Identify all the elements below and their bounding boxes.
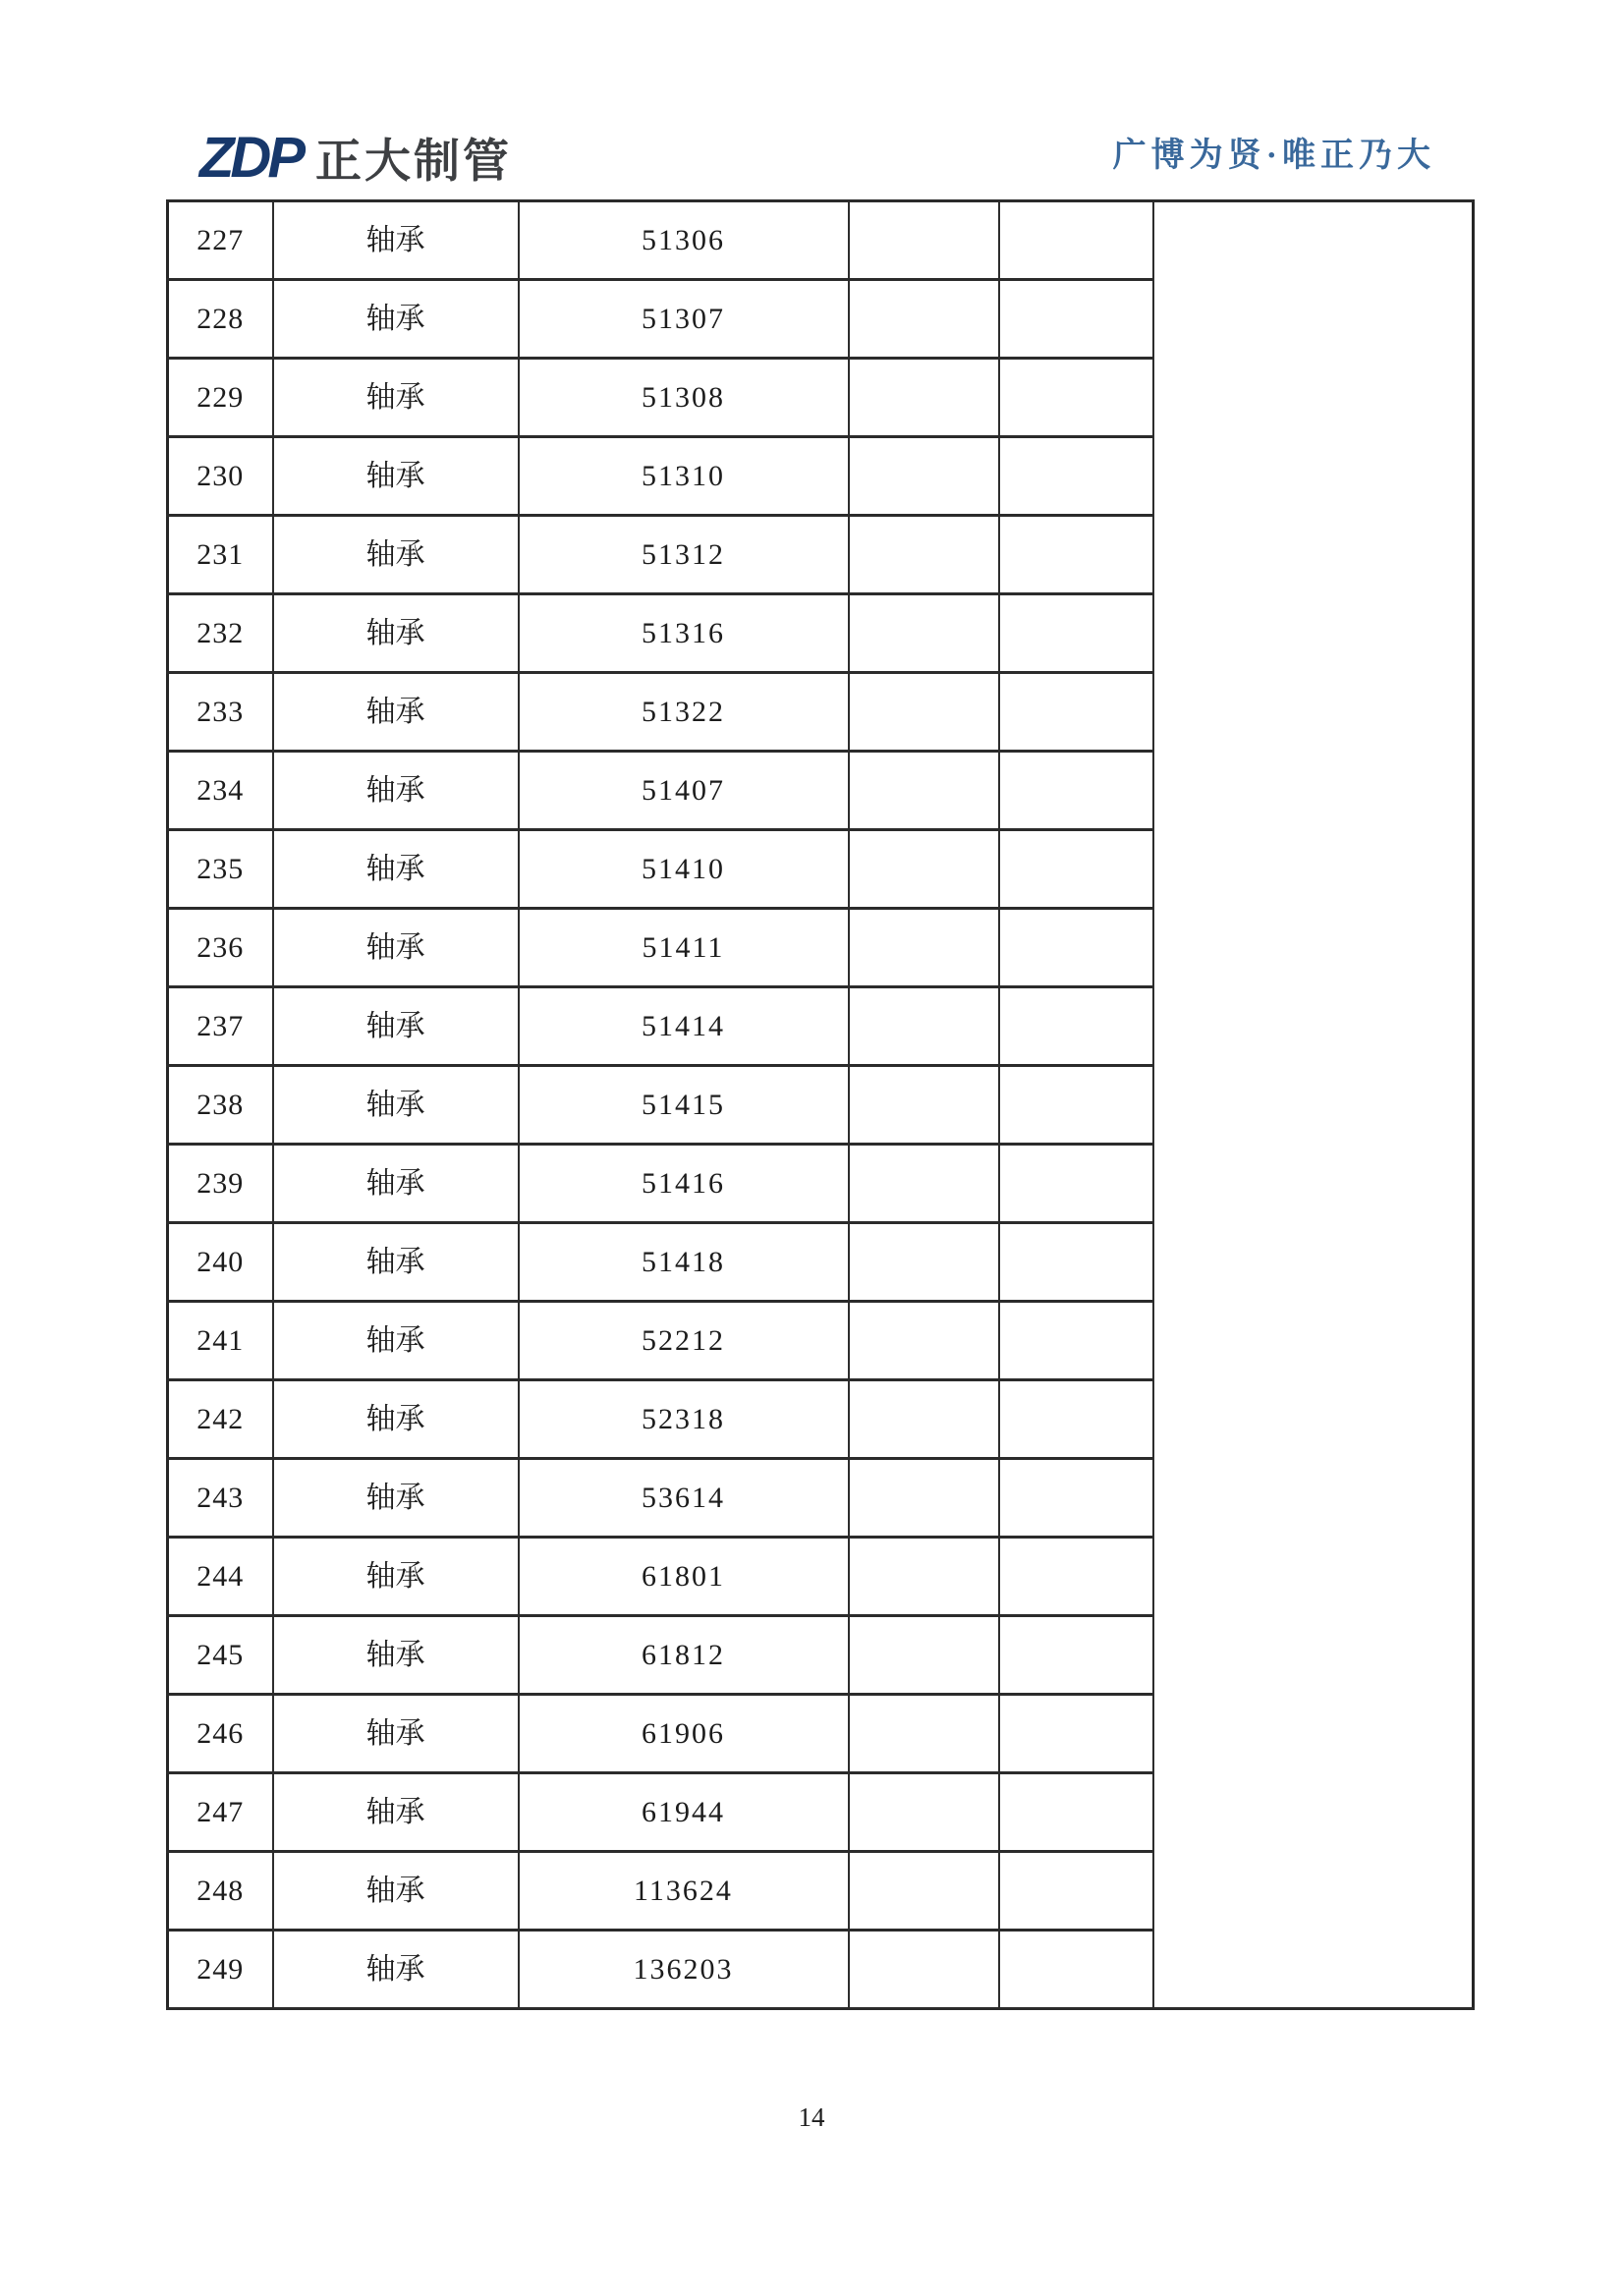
blank-cell-1 xyxy=(849,594,999,673)
part-model-cell: 51306 xyxy=(519,201,849,280)
blank-cell-1 xyxy=(849,280,999,359)
part-name-cell: 轴承 xyxy=(273,1931,519,2009)
blank-cell-2 xyxy=(999,1538,1153,1616)
row-number-cell: 245 xyxy=(168,1616,273,1695)
blank-cell-1 xyxy=(849,987,999,1066)
part-name-cell: 轴承 xyxy=(273,1852,519,1931)
blank-cell-2 xyxy=(999,1931,1153,2009)
blank-cell-1 xyxy=(849,1066,999,1145)
blank-cell-2 xyxy=(999,1852,1153,1931)
row-number-cell: 238 xyxy=(168,1066,273,1145)
blank-cell-2 xyxy=(999,359,1153,437)
part-name-cell: 轴承 xyxy=(273,280,519,359)
part-model-cell: 52212 xyxy=(519,1302,849,1380)
row-number-cell: 248 xyxy=(168,1852,273,1931)
parts-table xyxy=(166,199,1475,2010)
part-model-cell: 51307 xyxy=(519,280,849,359)
blank-cell-1 xyxy=(849,1695,999,1773)
part-name-cell: 轴承 xyxy=(273,1380,519,1459)
part-model-cell: 53614 xyxy=(519,1459,849,1538)
table-row xyxy=(168,201,1474,280)
blank-cell-1 xyxy=(849,673,999,752)
blank-cell-2 xyxy=(999,516,1153,594)
blank-cell-2 xyxy=(999,987,1153,1066)
blank-cell-1 xyxy=(849,1223,999,1302)
blank-cell-1 xyxy=(849,830,999,909)
row-number-cell: 229 xyxy=(168,359,273,437)
blank-cell-2 xyxy=(999,1773,1153,1852)
part-name-cell: 轴承 xyxy=(273,1538,519,1616)
part-model-cell: 136203 xyxy=(519,1931,849,2009)
blank-cell-2 xyxy=(999,1145,1153,1223)
part-name-cell: 轴承 xyxy=(273,1459,519,1538)
part-model-cell: 113624 xyxy=(519,1852,849,1931)
part-name-cell: 轴承 xyxy=(273,1616,519,1695)
blank-cell-2 xyxy=(999,280,1153,359)
part-name-cell: 轴承 xyxy=(273,1302,519,1380)
row-number-cell: 231 xyxy=(168,516,273,594)
part-name-cell: 轴承 xyxy=(273,1223,519,1302)
logo-zdp-mark: ZDP xyxy=(199,126,302,190)
row-number-cell: 227 xyxy=(168,201,273,280)
blank-cell-2 xyxy=(999,673,1153,752)
blank-cell-1 xyxy=(849,1538,999,1616)
part-name-cell: 轴承 xyxy=(273,987,519,1066)
blank-cell-2 xyxy=(999,201,1153,280)
part-name-cell: 轴承 xyxy=(273,201,519,280)
blank-cell-1 xyxy=(849,516,999,594)
part-name-cell: 轴承 xyxy=(273,1066,519,1145)
part-name-cell: 轴承 xyxy=(273,1145,519,1223)
row-number-cell: 230 xyxy=(168,437,273,516)
part-model-cell: 51416 xyxy=(519,1145,849,1223)
part-model-cell: 51407 xyxy=(519,752,849,830)
part-model-cell: 52318 xyxy=(519,1380,849,1459)
part-model-cell: 51310 xyxy=(519,437,849,516)
part-name-cell: 轴承 xyxy=(273,359,519,437)
company-logo xyxy=(199,126,512,190)
part-name-cell: 轴承 xyxy=(273,437,519,516)
row-number-cell: 249 xyxy=(168,1931,273,2009)
blank-cell-1 xyxy=(849,1302,999,1380)
blank-cell-2 xyxy=(999,1380,1153,1459)
row-number-cell: 235 xyxy=(168,830,273,909)
row-number-cell: 243 xyxy=(168,1459,273,1538)
row-number-cell: 247 xyxy=(168,1773,273,1852)
blank-cell-2 xyxy=(999,1459,1153,1538)
row-number-cell: 228 xyxy=(168,280,273,359)
row-number-cell: 239 xyxy=(168,1145,273,1223)
part-model-cell: 51316 xyxy=(519,594,849,673)
blank-cell-2 xyxy=(999,1616,1153,1695)
blank-cell-1 xyxy=(849,1931,999,2009)
blank-cell-1 xyxy=(849,437,999,516)
part-name-cell: 轴承 xyxy=(273,752,519,830)
row-number-cell: 233 xyxy=(168,673,273,752)
part-name-cell: 轴承 xyxy=(273,1773,519,1852)
blank-cell-2 xyxy=(999,1066,1153,1145)
company-slogan: 广博为贤·唯正乃大 xyxy=(1112,138,1435,174)
blank-cell-1 xyxy=(849,909,999,987)
page-number: 14 xyxy=(798,2102,825,2132)
row-number-cell: 237 xyxy=(168,987,273,1066)
row-number-cell: 241 xyxy=(168,1302,273,1380)
logo-company-name: 正大制管 xyxy=(315,135,512,187)
part-model-cell: 51410 xyxy=(519,830,849,909)
blank-cell-1 xyxy=(849,1773,999,1852)
blank-cell-1 xyxy=(849,1616,999,1695)
row-number-cell: 232 xyxy=(168,594,273,673)
blank-cell-1 xyxy=(849,1380,999,1459)
part-model-cell: 61944 xyxy=(519,1773,849,1852)
part-model-cell: 61812 xyxy=(519,1616,849,1695)
part-model-cell: 61906 xyxy=(519,1695,849,1773)
remarks-merged-cell xyxy=(1153,201,1474,2009)
part-model-cell: 51418 xyxy=(519,1223,849,1302)
blank-cell-2 xyxy=(999,752,1153,830)
page-header xyxy=(0,0,1623,196)
blank-cell-1 xyxy=(849,752,999,830)
part-model-cell: 51411 xyxy=(519,909,849,987)
part-name-cell: 轴承 xyxy=(273,909,519,987)
blank-cell-1 xyxy=(849,201,999,280)
part-name-cell: 轴承 xyxy=(273,830,519,909)
blank-cell-2 xyxy=(999,1223,1153,1302)
part-model-cell: 61801 xyxy=(519,1538,849,1616)
row-number-cell: 246 xyxy=(168,1695,273,1773)
part-model-cell: 51312 xyxy=(519,516,849,594)
blank-cell-2 xyxy=(999,830,1153,909)
part-name-cell: 轴承 xyxy=(273,673,519,752)
row-number-cell: 244 xyxy=(168,1538,273,1616)
blank-cell-1 xyxy=(849,359,999,437)
part-model-cell: 51415 xyxy=(519,1066,849,1145)
row-number-cell: 242 xyxy=(168,1380,273,1459)
part-model-cell: 51322 xyxy=(519,673,849,752)
row-number-cell: 240 xyxy=(168,1223,273,1302)
blank-cell-2 xyxy=(999,1695,1153,1773)
blank-cell-1 xyxy=(849,1459,999,1538)
part-model-cell: 51308 xyxy=(519,359,849,437)
blank-cell-2 xyxy=(999,594,1153,673)
part-name-cell: 轴承 xyxy=(273,516,519,594)
part-model-cell: 51414 xyxy=(519,987,849,1066)
parts-table-body xyxy=(168,201,1474,2009)
part-name-cell: 轴承 xyxy=(273,1695,519,1773)
row-number-cell: 234 xyxy=(168,752,273,830)
row-number-cell: 236 xyxy=(168,909,273,987)
blank-cell-1 xyxy=(849,1145,999,1223)
blank-cell-1 xyxy=(849,1852,999,1931)
part-name-cell: 轴承 xyxy=(273,594,519,673)
blank-cell-2 xyxy=(999,909,1153,987)
blank-cell-2 xyxy=(999,437,1153,516)
blank-cell-2 xyxy=(999,1302,1153,1380)
